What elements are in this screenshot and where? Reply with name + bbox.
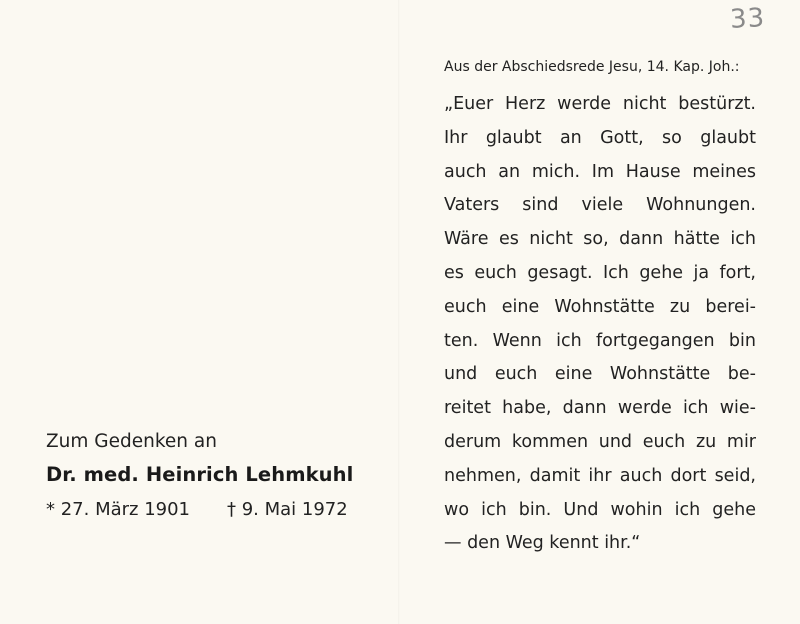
- verse-line: Wäre es nicht so, dann hätte ich: [444, 229, 756, 250]
- verse-text: [444, 88, 756, 561]
- verse-line: Ihr glaubt an Gott, so glaubt: [444, 127, 756, 148]
- verse-line: nehmen, damit ihr auch dort seid,: [444, 465, 756, 486]
- verse-line: ten. Wenn ich fortgegangen bin: [444, 330, 756, 351]
- memorial-panel: [46, 428, 386, 524]
- verse-line: es euch gesagt. Ich gehe ja fort,: [444, 262, 756, 283]
- deceased-name: Dr. med. Heinrich Lehmkuhl: [46, 463, 354, 486]
- verse-line: und euch eine Wohnstätte be-: [444, 364, 756, 385]
- archive-number: 33: [729, 3, 766, 35]
- verse-source: Aus der Abschiedsrede Jesu, 14. Kap. Joh.:: [444, 59, 740, 75]
- verse-line: Vaters sind viele Wohnungen.: [444, 195, 756, 216]
- death-date: † 9. Mai 1972: [227, 499, 348, 520]
- verse-line: „Euer Herz werde nicht bestürzt.: [444, 94, 756, 114]
- verse-line: wo ich bin. Und wohin ich gehe: [444, 499, 756, 520]
- verse-panel: [444, 56, 756, 561]
- verse-line: reitet habe, dann werde ich wie-: [444, 398, 756, 419]
- memorial-intro: Zum Gedenken an: [46, 431, 217, 452]
- life-dates: [46, 496, 386, 524]
- verse-line: — den Weg kennt ihr.“: [444, 533, 641, 554]
- verse-line: derum kommen und euch zu mir: [444, 431, 756, 452]
- verse-line: euch eine Wohnstätte zu berei-: [444, 296, 756, 317]
- verse-line: auch an mich. Im Hause meines: [444, 161, 756, 182]
- card-fold: [398, 0, 400, 624]
- birth-date: * 27. März 1901: [46, 499, 191, 520]
